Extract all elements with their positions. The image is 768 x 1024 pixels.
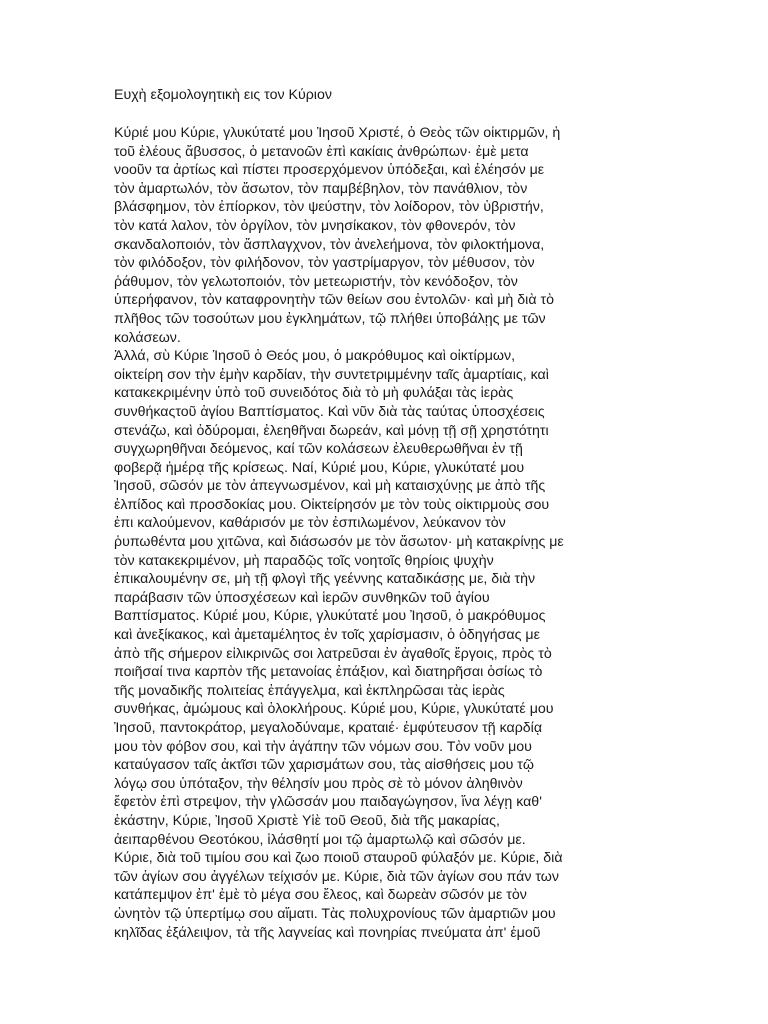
text-line: νοοῦν τα ἀρτίως καὶ πίστει προσερχόμενον ὑπόδεξαι, καὶ ἐλέησόν με bbox=[114, 162, 545, 179]
text-line: Ἀλλά, σὺ Κύριε Ἰησοῦ ὁ Θεός μου, ὁ μακρόθυμος καὶ οἰκτίρμων, bbox=[114, 348, 516, 365]
text-line: ποιῆσαί τινα καρπὸν τῆς μετανοίας ἐπάξιον, καὶ διατηρῆσαι ὁσίως τὸ bbox=[114, 664, 543, 681]
text-line: φοβερᾷ ἡμέρᾳ τῆς κρίσεως. Ναί, Κύριέ μου, Κύριε, γλυκύτατέ μου bbox=[114, 459, 525, 476]
text-line: ὑπερήφανον, τὸν καταφρονητὴν τῶν θείων σου ἐντολῶν· καὶ μὴ διὰ τὸ bbox=[114, 292, 554, 309]
text-line: τὸν φιλόδοξον, τὸν φιλήδονον, τὸν γαστρίμαργον, τὸν μέθυσον, τὸν bbox=[114, 255, 535, 272]
text-line: τὸν κατά λαλον, τὸν ὀργίλον, τὸν μνησίκακον, τὸν φθονερόν, τὸν bbox=[114, 217, 516, 234]
text-line: τὸν κατακεκριμένον, μὴ παραδῷς τοῖς νοητοῖς θηρίοις ψυχὴν bbox=[114, 552, 494, 569]
text-line: βλάσφημον, τὸν ἐπίορκον, τὸν ψεύστην, τὸν λοίδορον, τὸν ὑβριστήν, bbox=[114, 199, 544, 216]
text-line: ἐπικαλουμένην σε, μὴ τῇ φλογὶ τῆς γεέννης καταδικάσῃς με, διὰ τὴν bbox=[114, 571, 536, 588]
text-line: συνθήκαςτοῦ ἁγίου Βαπτίσματος. Καὶ νῦν διὰ τὰς ταύτας ὑποσχέσεις bbox=[114, 403, 545, 420]
text-line: τὸν ἁμαρτωλόν, τὸν ἄσωτον, τὸν παμβέβηλον, τὸν πανάθλιον, τὸν bbox=[114, 180, 528, 197]
text-line: Ἰησοῦ, σῶσόν με τὸν ἀπεγνωσμένον, καὶ μὴ καταισχύνῃς με ἀπὸ τῆς bbox=[114, 478, 546, 495]
text-line: τῆς μοναδικῆς πολιτείας ἐπάγγελμα, καὶ ἐκπληρῶσαι τὰς ἱερὰς bbox=[114, 682, 505, 699]
text-line: καταύγασον ταῖς ἀκτῖσι τῶν χαρισμάτων σου, τὰς αἰσθήσεις μου τῷ bbox=[114, 757, 534, 774]
text-line: Κύριε, διὰ τοῦ τιμίου σου καὶ ζωο ποιοῦ σταυροῦ φύλαξόν με. Κύριε, διὰ bbox=[114, 850, 563, 867]
text-line: τῶν ἁγίων σου ἀγγέλων τείχισόν με. Κύριε, διὰ τῶν ἁγίων σου πάν των bbox=[114, 868, 559, 885]
text-line: ἀειπαρθένου Θεοτόκου, ἱλάσθητί μοι τῷ ἁμαρτωλῷ καὶ σῶσόν με. bbox=[114, 831, 526, 848]
text-line: τοῦ ἐλέους ἄβυσσος, ὁ μετανοῶν ἐπὶ κακίαις ἀνθρώπων· ἐμὲ μετα bbox=[114, 143, 529, 160]
text-line: λόγῳ σου ὑπόταξον, τὴν θέλησίν μου πρὸς σὲ τὸ μόνον ἀληθινὸν bbox=[114, 775, 523, 792]
text-line: κολάσεων. bbox=[114, 329, 181, 346]
text-line: πλῆθος τῶν τοσούτων μου ἐγκλημάτων, τῷ πλήθει ὑποβάλῃς με τῶν bbox=[114, 310, 546, 327]
document-title: Ευχὴ εξομολογητικὴ εις τον Κύριον bbox=[114, 87, 332, 103]
text-line: ἐπι καλούμενον, καθάρισόν με τὸν ἐσπιλωμένον, λεύκανον τὸν bbox=[114, 515, 506, 532]
prayer-body bbox=[114, 124, 668, 942]
text-line: στενάζω, καὶ ὀδύρομαι, ἐλεηθῆναι δωρεάν, καὶ μόνῃ τῇ σῇ χρηστότητι bbox=[114, 422, 549, 439]
text-line: Βαπτίσματος. Κύριέ μου, Κύριε, γλυκύτατέ μου Ἰησοῦ, ὁ μακρόθυμος bbox=[114, 608, 546, 625]
text-line: κηλῖδας ἐξάλειψον, τὰ τῆς λαγνείας καὶ πονηρίας πνεύματα ἀπ' ἐμοῦ bbox=[114, 924, 541, 941]
text-line: ἀπὸ τῆς σήμερον εἰλικρινῶς σοι λατρεῦσαι ἐν ἀγαθοῖς ἔργοις, πρὸς τὸ bbox=[114, 645, 552, 662]
text-line: ἑκάστην, Κύριε, Ἰησοῦ Χριστὲ Υἱὲ τοῦ Θεοῦ, διὰ τῆς μακαρίας, bbox=[114, 812, 500, 829]
text-line: Ἰησοῦ, παντοκράτορ, μεγαλοδύναμε, κραταιέ· ἐμφύτευσον τῇ καρδίᾳ bbox=[114, 720, 543, 736]
text-line: κατάπεμψον ἐπ' ἐμὲ τὸ μέγα σου ἔλεος, καὶ δωρεὰν σῶσόν με τὸν bbox=[114, 887, 527, 904]
text-line: ὠνητὸν τῷ ὑπερτίμῳ σου αἵματι. Τὰς πολυχρονίους τῶν ἁμαρτιῶν μου bbox=[114, 905, 556, 922]
text-line: οἰκτείρη σον τὴν ἐμὴν καρδίαν, τὴν συντετριμμένην ταῖς ἁμαρτίαις, καὶ bbox=[114, 366, 549, 383]
text-line: ῥάθυμον, τὸν γελωτοποιόν, τὸν μετεωριστήν, τὸν κενόδοξον, τὸν bbox=[114, 273, 518, 290]
text-line: καὶ ἀνεξίκακος, καὶ ἀμεταμέλητος ἐν τοῖς χαρίσμασιν, ὁ ὁδηγήσας με bbox=[114, 627, 540, 644]
text-line: σκανδαλοποιόν, τὸν ἄσπλαγχνον, τὸν ἀνελεήμονα, τὸν φιλοκτήμονα, bbox=[114, 236, 545, 253]
text-line: κατακεκριμένην ὑπὸ τοῦ συνειδότος διὰ τὸ μὴ φυλάξαι τὰς ἱερὰς bbox=[114, 385, 514, 402]
text-line: ἐλπίδος καὶ προσδοκίας μου. Οἰκτείρησόν με τὸν τοὺς οἰκτιρμοὺς σου bbox=[114, 496, 550, 513]
text-line: συγχωρηθῆναι δεόμενος, καί τῶν κολάσεων ἐλευθερωθῆναι ἐν τῇ bbox=[114, 441, 523, 458]
text-line: παράβασιν τῶν ὑποσχέσεων καὶ ἱερῶν συνθηκῶν τοῦ ἁγίου bbox=[114, 589, 490, 606]
text-line: μου τὸν φόβον σου, καὶ τὴν ἀγάπην τῶν νόμων σου. Τὸν νοῦν μου bbox=[114, 738, 532, 755]
text-line: συνθήκας, ἀμώμους καὶ ὁλοκλήρους. Κύριέ μου, Κύριε, γλυκύτατέ μου bbox=[114, 701, 554, 718]
text-line: ῥυπωθέντα μου χιτῶνα, καὶ διάσωσόν με τὸν ἄσωτον· μὴ κατακρίνῃς με bbox=[114, 534, 564, 551]
text-line: Κύριέ μου Κύριε, γλυκύτατέ μου Ἰησοῦ Χριστέ, ὁ Θεὸς τῶν οἰκτιρμῶν, ἡ bbox=[114, 125, 561, 141]
text-line: ἔφετὸν ἐπὶ στρεψον, τὴν γλῶσσάν μου παιδαγώγησον, ἵνα λέγῃ καθ' bbox=[114, 794, 542, 811]
